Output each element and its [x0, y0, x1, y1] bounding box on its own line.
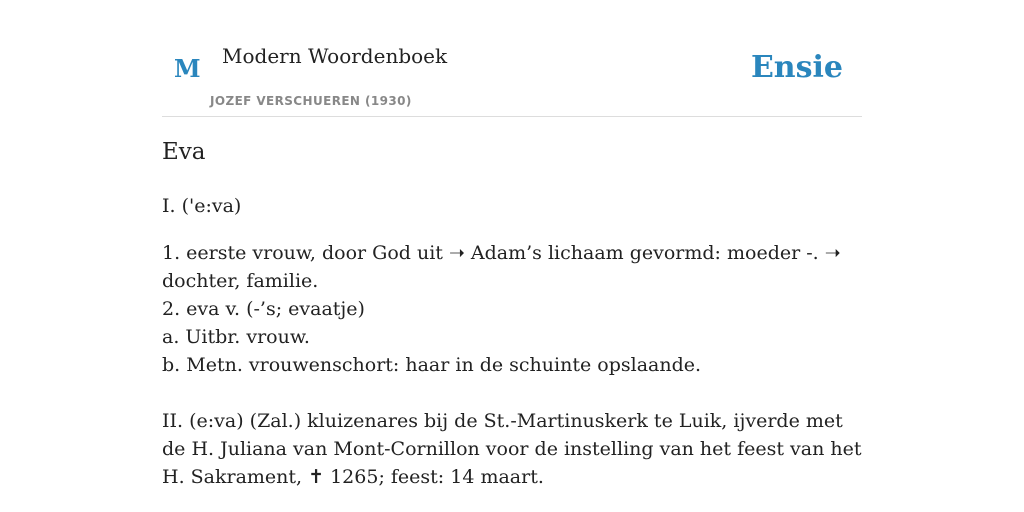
- entry-body: [162, 192, 862, 491]
- definition-2b: b. Metn. vrouwenschort: haar in de schuinte opslaande.: [162, 354, 702, 376]
- dictionary-logo[interactable]: M: [174, 54, 201, 83]
- sense-2: II. (e:va) (Zal.) kluizenares bij de St.-Martinuskerk te Luik, ijverde met de H. Juliana van Mont-Cornillon voor de instelling van het feest van het H. Sakrament, ✝ 1265; feest: 14 maart.: [162, 410, 862, 488]
- dictionary-title[interactable]: Modern Woordenboek: [222, 44, 448, 68]
- definition-1: 1. eerste vrouw, door God uit ➝ Adam’s lichaam gevormd: moeder -. ➝ dochter, familie.: [162, 242, 841, 292]
- definition-2: 2. eva v. (-’s; evaatje): [162, 298, 365, 320]
- dictionary-author: JOZEF VERSCHUEREN (1930): [210, 94, 412, 108]
- spacer: [162, 379, 862, 407]
- definition-2a: a. Uitbr. vrouw.: [162, 326, 310, 348]
- dictionary-header: [162, 0, 862, 117]
- pronunciation-1: I. ('e:va): [162, 195, 242, 217]
- entry-headword: Eva: [162, 139, 206, 165]
- ensie-logo[interactable]: Ensie: [750, 50, 843, 85]
- spacer: [162, 220, 862, 239]
